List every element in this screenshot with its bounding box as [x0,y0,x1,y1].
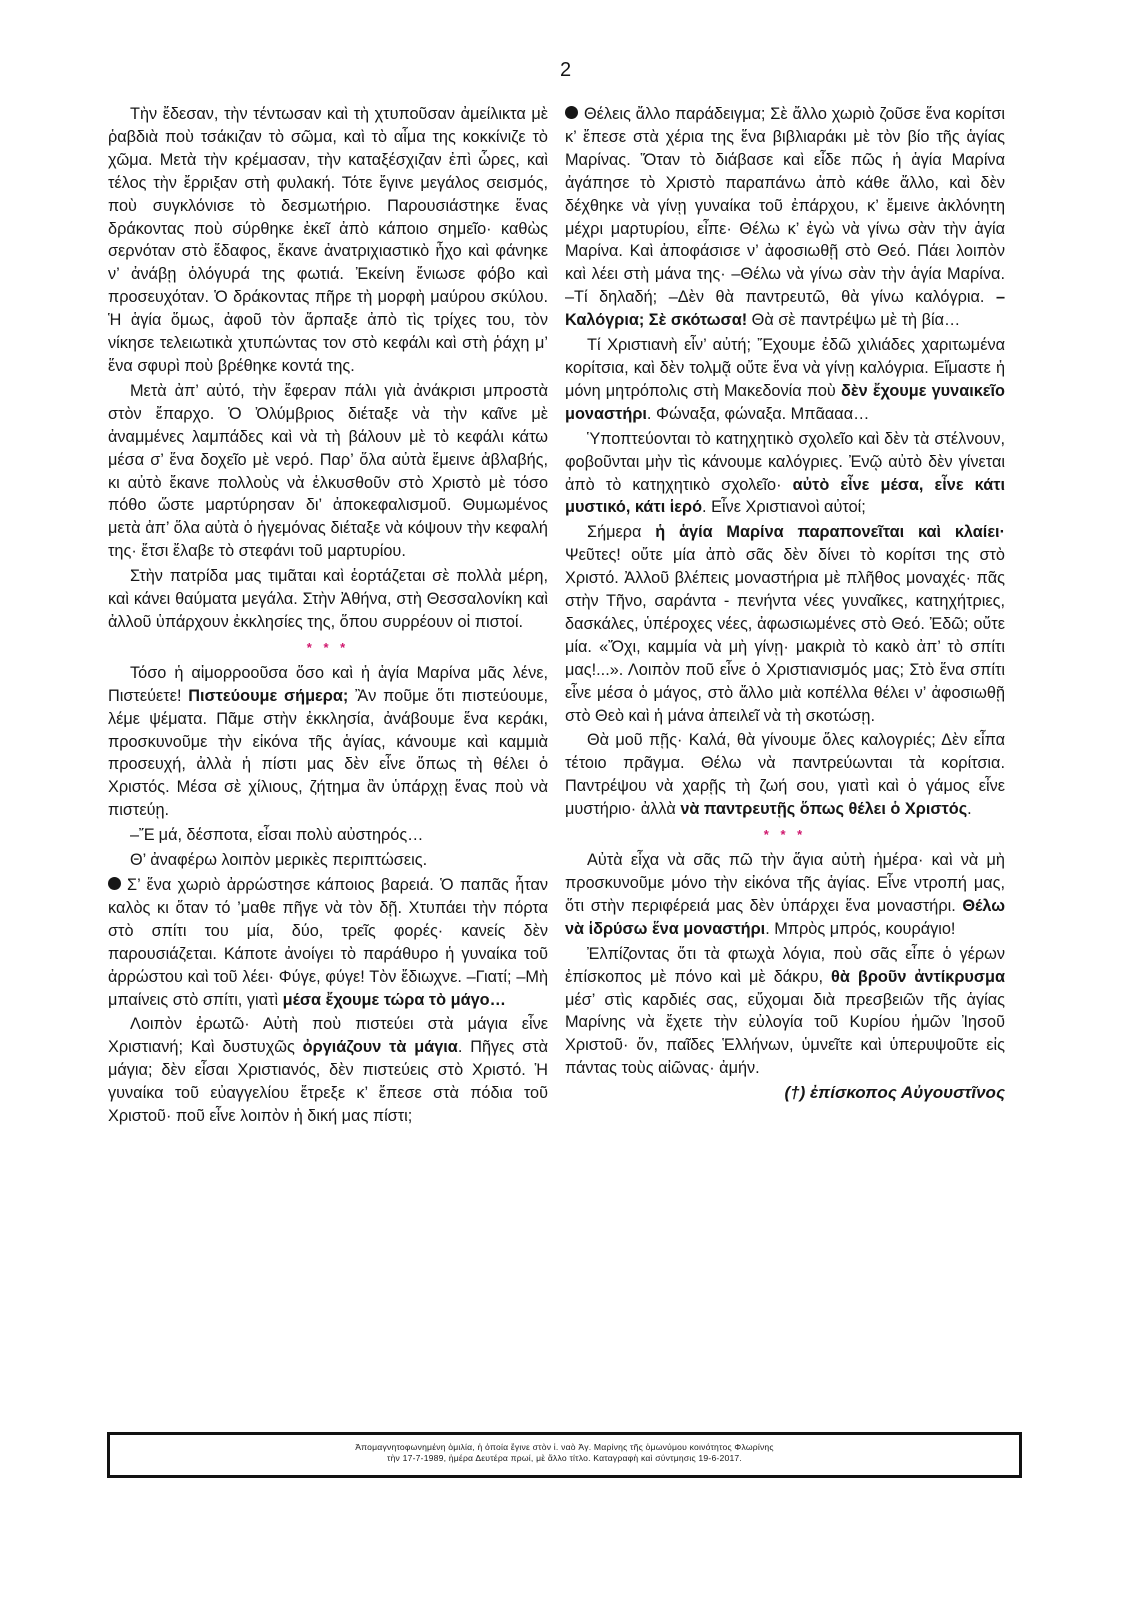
text-run: Ὑποπτεύονται τὸ κατηχητικὸ σχολεῖο καὶ δὲν τὰ στέλνουν, φοβοῦνται μὴν τὶς κάνουμε καλόγριες. Ἐνῷ αὐτὸ δὲν γίνεται ἀπὸ τὸ κατηχητικὸ σχολεῖο· [565,429,1005,494]
left-column [108,103,548,1128]
bold-phrase: ὀργιάζουν τὰ μάγια [302,1038,458,1057]
text-run: Λοιπὸν ἐρωτῶ· Αὐτὴ ποὺ πιστεύει στὰ μάγια εἶνε Χριστιανή; Καὶ δυστυχῶς [108,1015,548,1057]
paragraph [108,1013,548,1128]
footer-line: Ἀπομαγνητοφωνημένη ὁμιλία, ἡ ὁποία ἔγινε στὸν ἱ. ναὸ Ἁγ. Μαρίνης τῆς ὁμωνύμου κοινότητος Φλωρίνης [355,1442,774,1452]
signature: (†) ἐπίσκοπος Αὐγουστῖνος [784,1083,1005,1103]
paragraph [565,943,1005,1080]
bullet-paragraph [565,103,1005,332]
text-run: . Φώναξα, φώναξα. Μπᾶααα… [646,404,870,423]
text-run: Θὰ σὲ παντρέψω μὲ τὴ βία… [747,311,961,330]
section-separator: * * * [306,639,350,655]
text-run: μέσ’ στὶς καρδιές σας, εὔχομαι διὰ πρεσβειῶν τῆς ἁγίας Μαρίνης νὰ ἔχετε τὴν εὐλογία τοῦ Κυρίου ἡμῶν Ἰησοῦ Χριστοῦ· ὅν, παῖδες Ἑλλήνων, ὑμνεῖτε καὶ ὑπερυψοῦτε εἰς πάντας τοὺς αἰῶνας· ἀμήν. [565,990,1005,1078]
paragraph: Μετὰ ἀπ’ αὐτό, τὴν ἔφεραν πάλι γιὰ ἀνάκρισι μπροστὰ στὸν ἔπαρχο. Ὁ Ὀλύμβριος διέταξε νὰ τὴν καῖνε μὲ ἀναμμένες λαμπάδες καὶ νὰ τὴ βάλουν μὲ τὸ κεφάλι κάτω μέσα σ’ ἕνα δοχεῖο μὲ νερό. Παρ’ ὅλα αὐτὰ ἔμεινε ἀβλαβής, κι αὐτὸ ἔκανε πολλοὺς νὰ ἑλκυσθοῦν στὸ Χριστὸ μὲ τόσο πόθο ὥστε μαρτύρησαν δι’ ἀποκεφαλισμοῦ. Θυμωμένος μετὰ ἀπ’ ὅλα αὐτὰ ὁ ἡγεμόνας διέταξε νὰ κόψουν τὴν κεφαλή της· ἔτσι ἔλαβε τὸ στεφάνι τοῦ μαρτυρίου. [108,381,548,561]
bold-phrase: Θέλω νὰ ἱδρύσω ἕνα μοναστήρι [565,896,1005,938]
text-run: Σ’ ἕνα χωριὸ ἀρρώστησε κάποιος βαρειά. Ὁ παπᾶς ἦταν καλὸς κι ὅταν τό ’μαθε πῆγε νὰ τὸν δῇ. Χτυπάει τὴν πόρτα στὸ σπίτι του μία, δύο, τρεῖς φορές· κανείς δὲν παρουσιάζεται. Κάποτε ἀνοίγει τὸ παράθυρο ἡ γυναίκα τοῦ ἀρρώστου καὶ τοῦ λέει· Φύγε, φύγε! Τὸν ἔδιωχνε. –Γιατί; –Μὴ μπαίνεις στὸ σπίτι, γιατὶ [108,876,548,1009]
text-run: Ἐλπίζοντας ὅτι τὰ φτωχὰ λόγια, ποὺ σᾶς εἶπε ὁ γέρων ἐπίσκοπος μὲ πόνο καὶ μὲ δάκρυ, [565,944,1005,986]
bold-phrase: θὰ βροῦν ἀντίκρυσμα [831,967,1005,986]
bold-phrase: νὰ παντρευτῇς ὅπως θέλει ὁ Χριστός [680,800,968,819]
bullet-icon [565,106,578,119]
bullet-paragraph [108,874,548,1011]
footer-note-box [107,1432,1022,1478]
text-run: Θέλεις ἄλλο παράδειγμα; Σὲ ἄλλο χωριὸ ζοῦσε ἕνα κορίτσι κ’ ἔπεσε στὰ χέρια της ἕνα βιβλιαράκι μὲ τὸν βίο τῆς ἁγίας Μαρίνας. Ὅταν τὸ διάβασε καὶ εἶδε πῶς ἡ ἁγία Μαρίνα ἀγάπησε τὸ Χριστὸ παραπάνω ἀπὸ κάθε ἄλλο, καὶ δὲν δέχθηκε νὰ γίνῃ γυναίκα τοῦ ἐπάρχου, κ’ ἔμεινε ἀκλόνητη μέχρι μαρτυρίου, εἶπε· Θέλω κ’ ἐγὼ νὰ γίνω σὰν τὴν ἁγία Μαρίνα. Καὶ ἀποφάσισε ν’ ἀφοσιωθῇ στὸ Θεό. Πάει λοιπὸν καὶ λέει στὴ μάνα της· –Θέλω νὰ γίνω σὰν τὴν ἁγία Μαρίνα. –Τί δηλαδή; –Δὲν θὰ παντρευτῶ, θὰ γίνω καλόγρια. [565,105,1005,307]
paragraph [565,334,1005,426]
text-run: Σήμερα [587,523,656,542]
section-separator: * * * [763,827,807,843]
paragraph: –Ἔ μά, δέσποτα, εἶσαι πολὺ αὐστηρός… [130,826,424,845]
text-run: Θὰ μοῦ πῇς· Καλά, θὰ γίνουμε ὅλες καλογριές; Δὲν εἶπα τέτοιο πρᾶγμα. Θέλω νὰ παντρεύωνται τὰ κορίτσια. Παντρέψου νὰ χαρῇς τὴ ζωή σου, γιατὶ καὶ ὁ γάμος εἶνε μυστήριο· ἀλλὰ [565,731,1005,819]
bold-phrase: μέσα ἔχουμε τώρα τὸ μάγο… [282,990,506,1009]
bold-phrase: δὲν ἔχουμε γυναικεῖο μοναστήρι [565,381,1006,423]
text-run: Τί Χριστιανὴ εἶν’ αὐτή; Ἔχουμε ἐδῶ χιλιάδες χαριτωμένα κορίτσια, καὶ δὲν τολμᾷ οὔτε ἕνα νὰ γίνῃ καλόγρια. Εἴμαστε ἡ μόνη μητρόπολις στὴ Μακεδονία ποὺ [565,336,1005,400]
text-run: Αὐτὰ εἶχα νὰ σᾶς πῶ τὴν ἅγια αὐτὴ ἡμέρα· καὶ νὰ μὴ προσκυνοῦμε μόνο τὴν εἰκόνα τῆς ἁγίας. Εἶνε ντροπή μας, ὅτι στὴν περιφέρειά μας δὲν ὑπάρχει ἕνα μοναστήρι. [565,851,1005,915]
paragraph: Τὴν ἔδεσαν, τὴν τέντωσαν καὶ τὴ χτυποῦσαν ἀμείλικτα μὲ ῥαβδιὰ ποὺ τσάκιζαν τὸ σῶμα, καὶ τὸ αἷμα της κοκκίνιζε τὸ χῶμα. Μετὰ τὴν κρέμασαν, τὴν καταξέσχιζαν ἐπὶ ὧρες, καὶ τέλος τὴν ἔρριξαν στὴ φυλακή. Τότε ἔγινε μεγάλος σεισμός, ποὺ συγκλόνισε τὸ δεσμωτήριο. Παρουσιάστηκε ἕνας δράκοντας ποὺ σύρθηκε ἐκεῖ ἀπὸ κάποιο σημεῖο· καθὼς σερνόταν στὸ ἔδαφος, ἔκανε ἀνατριχιαστικὸ ἦχο καὶ φάνηκε ν’ ἀνάβῃ ὁλόγυρά της φωτιά. Ἐκείνη ἔνιωσε φόβο καὶ προσευχόταν. Ὁ δράκοντας πῆρε τὴ μορφὴ μαύρου σκύλου. Ἡ ἁγία ὅμως, ἀφοῦ τὸν ἅρπαξε ἀπὸ τὶς τρίχες του, τὸν νίκησε τελειωτικὰ χτυπώντας τον στὸ κεφάλι καὶ στὴ ῥάχη μ’ ἕνα σφυρὶ ποὺ βρέθηκε κοντά της. [108,105,548,375]
bullet-icon [108,877,121,890]
text-run: Τόσο ἡ αἱμορροοῦσα ὅσο καὶ ἡ ἁγία Μαρίνα μᾶς λένε, Πιστεύετε! [108,663,548,705]
bold-phrase: –Καλόγρια; Σὲ σκότωσα! [565,288,1005,330]
text-run: Ἂν ποῦμε ὅτι πιστεύουμε, λέμε ψέματα. Πᾶμε στὴν ἐκκλησία, ἀνάβουμε ἕνα κεράκι, προσκυνοῦμε τὴν εἰκόνα τῆς ἁγίας, κάνουμε καὶ καμμιὰ προσευχή, ἀλλὰ ἡ πίστι μας δὲν εἶνε ὅπως τὴ θέλει ὁ Χριστός. Μέσα σὲ χίλιους, ζήτημα ἂν ὑπάρχῃ ἕνας ποὺ νὰ πιστεύῃ. [108,686,549,820]
bold-phrase: ἡ ἁγία Μαρίνα παραπονεῖται καὶ κλαίει· [655,523,1005,542]
text-run: . Μπρὸς μπρός, κουράγιο! [765,919,956,938]
text-run: . Πῆγες στὰ μάγια; δὲν εἶσαι Χριστιανός, δὲν πιστεύεις στὸ Χριστό. Ἡ γυναίκα τοῦ εὐαγγελίου ἔτρεξε κ’ ἔπεσε στὰ πόδια τοῦ Χριστοῦ· ποῦ εἶνε λοιπὸν ἡ δική μας πίστι; [108,1038,548,1126]
paragraph [565,428,1005,520]
paragraph: Θ’ ἀναφέρω λοιπὸν μερικὲς περιπτώσεις. [130,851,428,870]
paragraph: Στὴν πατρίδα μας τιμᾶται καὶ ἑορτάζεται σὲ πολλὰ μέρη, καὶ κάνει θαύματα μεγάλα. Στὴν Ἀθήνα, στὴ Θεσσαλονίκη καὶ ἀλλοῦ ὑπάρχουν ἐκκλησίες της, ὅπου συρρέουν οἱ πιστοί. [108,567,548,631]
right-column [565,103,1005,1107]
text-run: Ψεῦτες! οὔτε μία ἀπὸ σᾶς δὲν δίνει τὸ κορίτσι της στὸ Χριστό. Ἀλλοῦ βλέπεις μοναστήρια μὲ πλῆθος μοναχές· πᾶς στὴν Τῆνο, σαράντα - πενήντα νέες γυναῖκες, κατηχήτριες, δασκάλες, ὑπέροχες νέες, ἀφωσιωμένες στὸ Θεό. Ἐδῶ; οὔτε μία. «Ὄχι, καμμία νὰ μὴ γίνῃ· μακριὰ τὸ κακὸ ἀπ’ τὸ σπίτι μας!...». Λοιπὸν ποῦ εἶνε ὁ Χριστιανισμός μας; Στὸ ἕνα σπίτι εἶνε μέσα ὁ μάγος, στὸ ἄλλο μιὰ κοπέλλα θέλει ν’ ἀφοσιωθῇ στὸ Θεὸ καὶ ἡ μάνα ἀπειλεῖ νὰ τὴ σκοτώσῃ. [565,546,1005,725]
paragraph [108,662,548,822]
paragraph [565,849,1005,941]
page-number: 2 [559,59,572,81]
text-run: . [967,800,972,819]
paragraph [565,521,1005,727]
paragraph [565,729,1005,821]
bold-phrase: Πιστεύουμε σήμερα; [188,686,349,705]
bold-phrase: αὐτὸ εἶνε μέσα, εἶνε κάτι μυστικό, κάτι ἱερό [565,475,1005,517]
footer-line: τὴν 17-7-1989, ἡμέρα Δευτέρα πρωί, μὲ ἄλλο τίτλο. Καταγραφὴ καὶ σύντμησις 19-6-2017. [386,1453,742,1463]
text-run: . Εἶνε Χριστιανοὶ αὐτοί; [702,498,866,517]
